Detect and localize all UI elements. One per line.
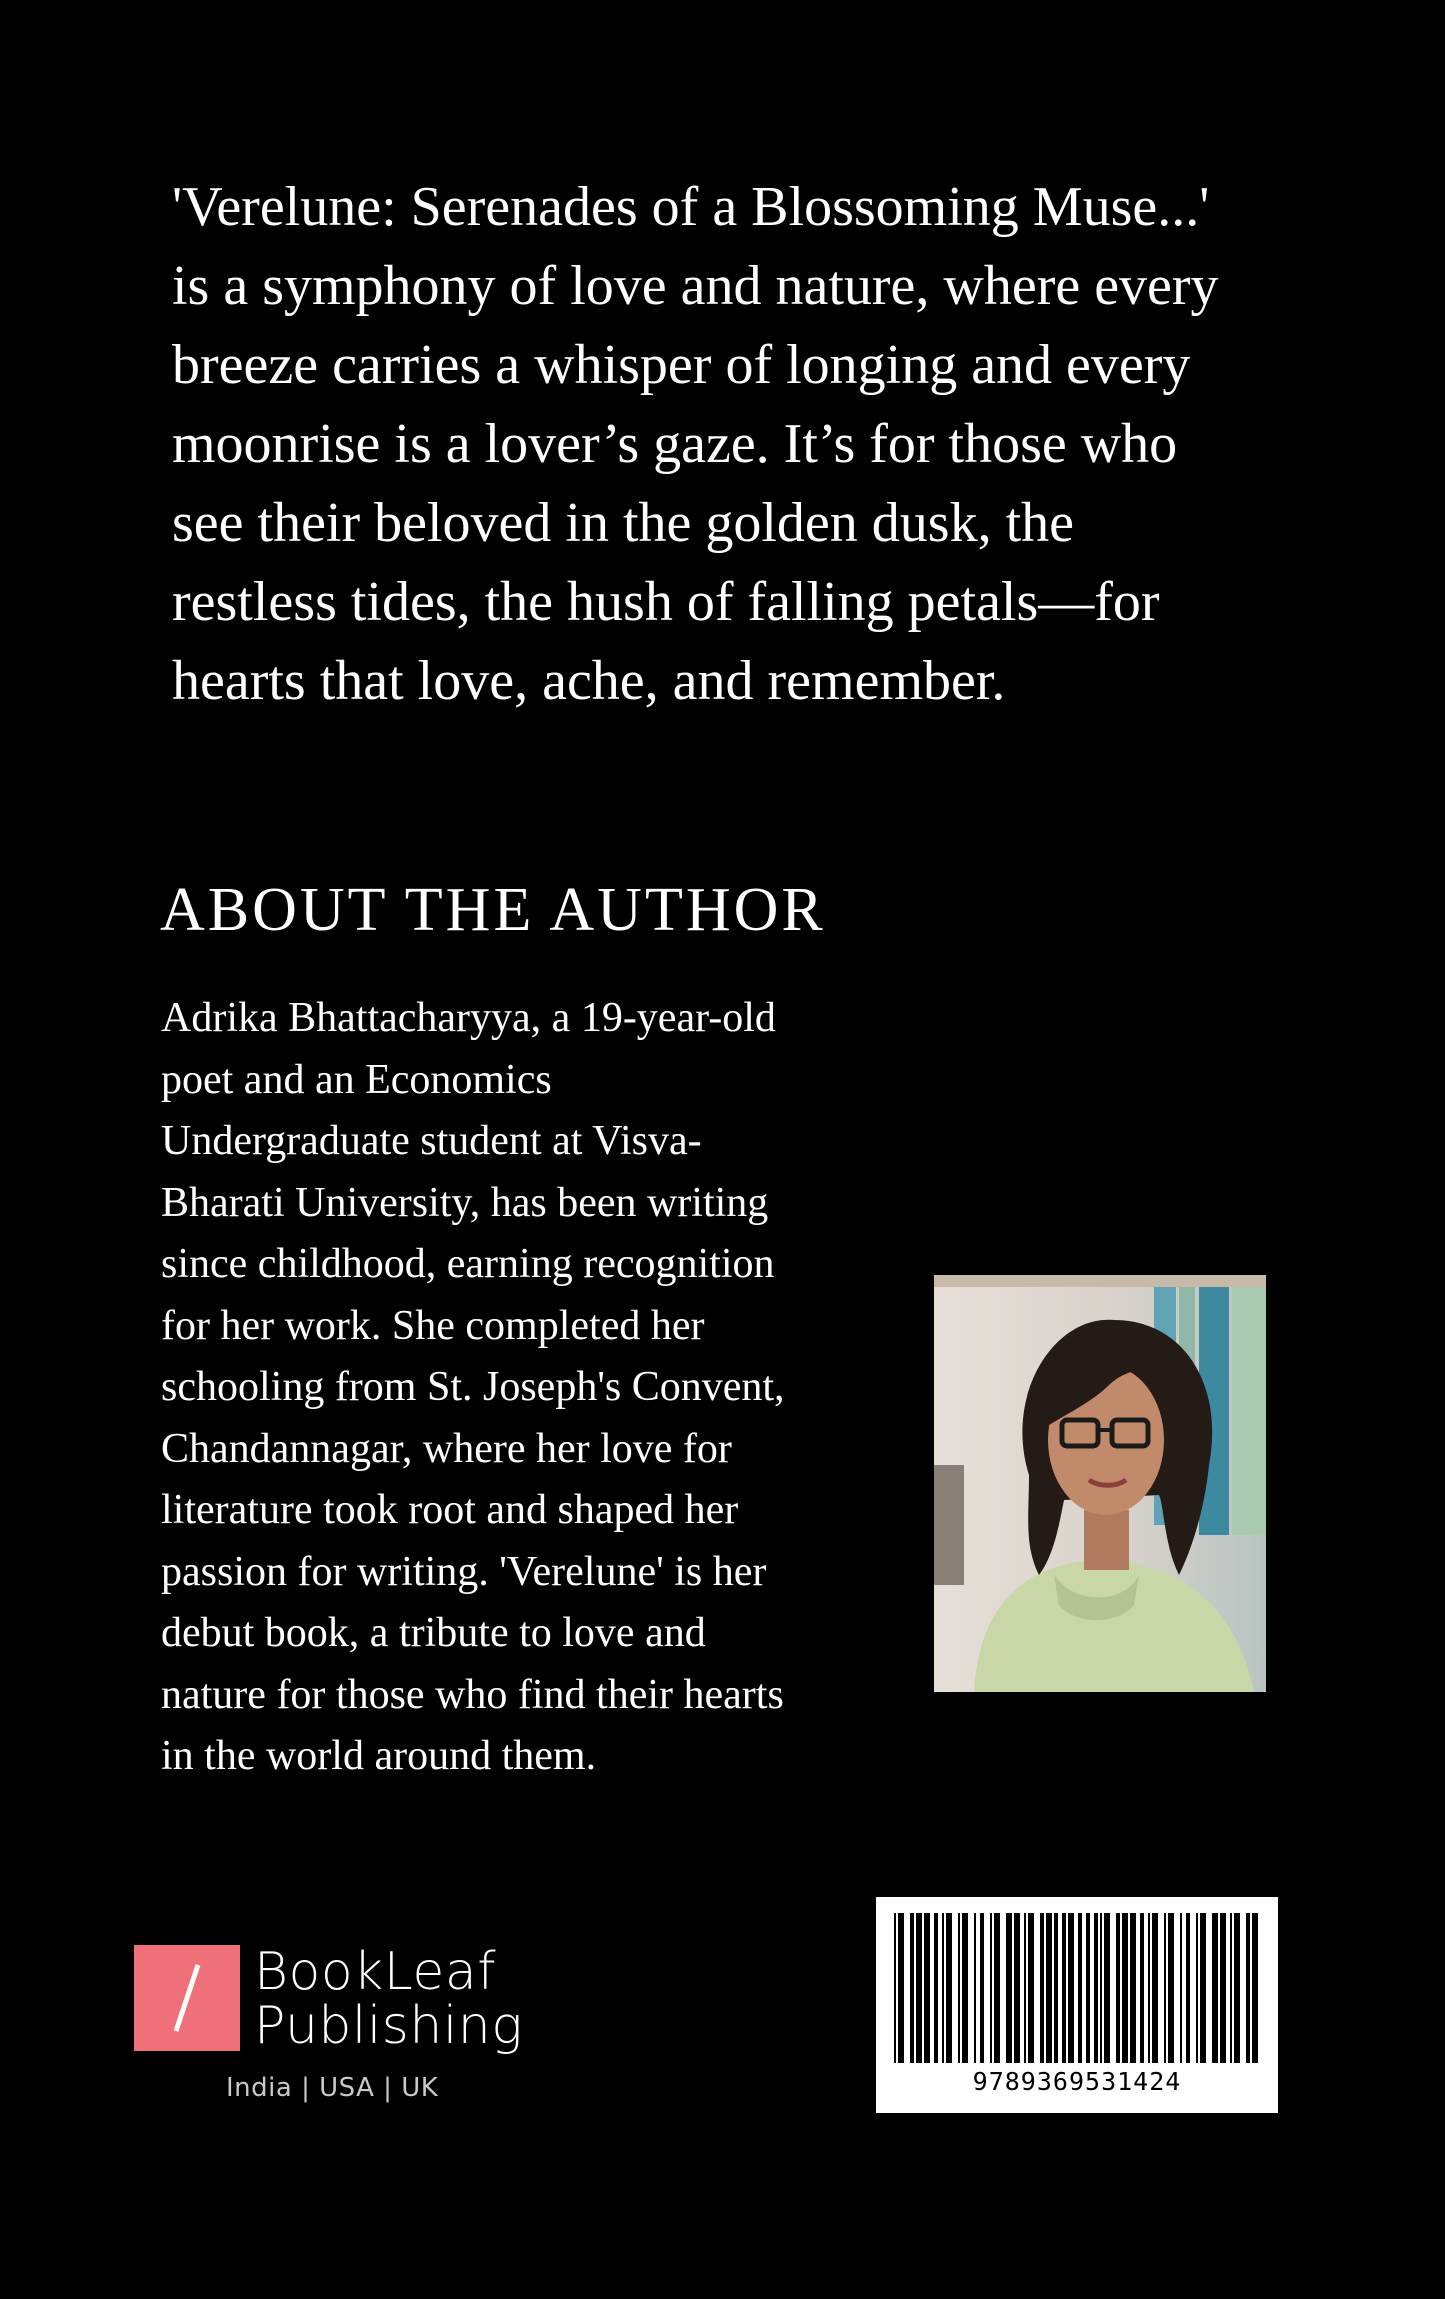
- barcode-bar: [894, 1913, 896, 2063]
- barcode-bar: [990, 1913, 992, 2063]
- barcode-bar: [1116, 1913, 1120, 2063]
- barcode-bar: [1040, 1913, 1044, 2063]
- slash-icon: [134, 1945, 240, 2051]
- barcode-bar: [1168, 1913, 1174, 2063]
- barcode-bar: [942, 1913, 944, 2063]
- barcode-bar: [1130, 1913, 1136, 2063]
- barcode-bar: [1152, 1913, 1158, 2063]
- barcode-bar: [974, 1913, 976, 2063]
- barcode-bar: [1230, 1913, 1232, 2063]
- barcode-bar: [1068, 1913, 1074, 2063]
- barcode-bar: [1104, 1913, 1110, 2063]
- barcode-bar: [1252, 1913, 1258, 2063]
- barcode-bar: [898, 1913, 904, 2063]
- barcode-bar: [1246, 1913, 1250, 2063]
- barcode-bar: [1234, 1913, 1240, 2063]
- book-blurb: 'Verelune: Serenades of a Blossoming Muse...' is a symphony of love and nature, where every breeze carries a whisper of longing and every moonrise is a lover’s gaze. It’s for those who see their beloved in the golden dusk, the restless tides, the hush of falling petals—for hearts that love, ache, and remember.: [172, 176, 1219, 712]
- about-author-heading: ABOUT THE AUTHOR: [160, 876, 826, 944]
- isbn-barcode: [876, 1897, 1278, 2113]
- barcode-bar: [1024, 1913, 1026, 2063]
- barcode-bar: [1196, 1913, 1198, 2063]
- publisher-name-line1: BookLeaf: [254, 1942, 497, 2002]
- barcode-bar: [1164, 1913, 1166, 2063]
- barcode-bar: [924, 1913, 930, 2063]
- isbn-number: 9789369531424: [972, 2067, 1182, 2096]
- barcode-bar: [1046, 1913, 1052, 2063]
- barcode-bar: [1014, 1913, 1020, 2063]
- barcode-bar: [980, 1913, 984, 2063]
- barcode-bar: [962, 1913, 968, 2063]
- publisher-regions: India | USA | UK: [226, 2073, 439, 2103]
- barcode-bar: [958, 1913, 960, 2063]
- barcode-bar: [934, 1913, 938, 2063]
- barcode-bar: [1100, 1913, 1102, 2063]
- barcode-bar: [1220, 1913, 1226, 2063]
- barcode-bar: [1212, 1913, 1218, 2063]
- barcode-bar: [1122, 1913, 1128, 2063]
- publisher-name-line2: Publishing: [254, 1996, 523, 2056]
- barcode-bar: [994, 1913, 1000, 2063]
- barcode-bar: [1086, 1913, 1090, 2063]
- barcode-bar: [1028, 1913, 1034, 2063]
- barcode-bar: [910, 1913, 914, 2063]
- author-bio: Adrika Bhattacharyya, a 19-year-old poet and an Economics Undergraduate student at Visva-Bharati University, has been writing since childhood, earning recognition for her work. She completed her schooling from St. Joseph's Convent, Chandannagar, where her love for literature took root and shaped her passion for writing. 'Verelune' is her debut book, a tribute to love and nature for those who find their hearts in the world around them.: [161, 995, 785, 1779]
- barcode-bar: [946, 1913, 952, 2063]
- barcode-bar: [916, 1913, 922, 2063]
- barcode-bar: [1180, 1913, 1182, 2063]
- barcode-bar: [1078, 1913, 1082, 2063]
- barcode-bars: [892, 1913, 1262, 2063]
- barcode-bar: [1200, 1913, 1206, 2063]
- barcode-bar: [1062, 1913, 1066, 2063]
- barcode-bar: [1094, 1913, 1098, 2063]
- barcode-bar: [1186, 1913, 1190, 2063]
- barcode-bar: [1148, 1913, 1150, 2063]
- author-photo: [934, 1275, 1266, 1692]
- barcode-bar: [1054, 1913, 1058, 2063]
- barcode-bar: [1140, 1913, 1144, 2063]
- publisher-logo: [134, 1942, 534, 2102]
- barcode-bar: [1006, 1913, 1012, 2063]
